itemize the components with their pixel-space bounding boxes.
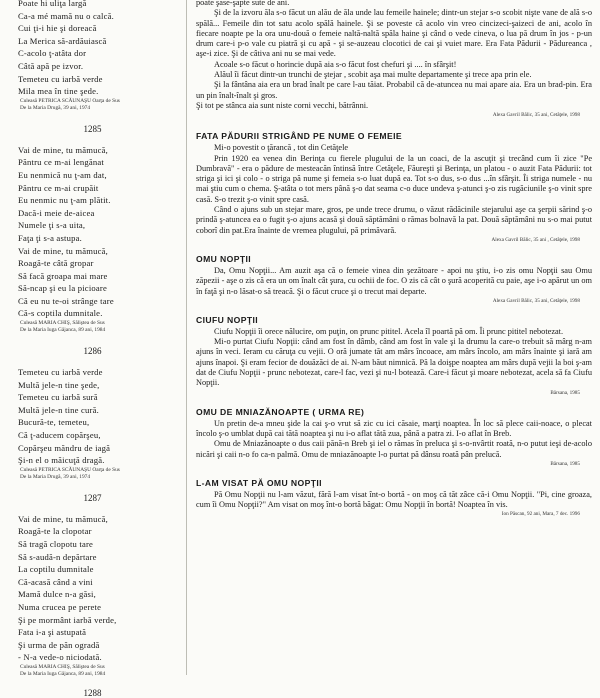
prose-paragraph: Alăul îi făcut dintr-un trunchi de ştejar , scobit aşa mai multe departamente şi trece apa prin ele. [214,70,532,80]
verse-line: Vai de mine, tu mămucă, [18,144,109,155]
verse-line: Temeteu cu iarbă verde [18,367,103,378]
prose-paragraph: Când o ajuns sub un stejar mare, gros, pe unde trece drumu, o văzut rădăcinile stejarului aşe ca şerpii sărind ş-o prindă ş-atuncea ea o fugit ş-o ajuns acasă şi două săptămâni o rămas bolnavă la pat. Două săptămâni nu s-o mai putut coborî din pat.Era înainte de vremea plugului, pă primăvară. [196,205,592,235]
verse-line: Că ţ-aducem copărşeu, [18,430,101,441]
verse-line: Câtă apă pe izvor. [18,60,84,71]
poem-credit: Culeasă PETRICA SCĂUNAŞU Oarţa de Sus [20,97,120,104]
verse-line: La Merica să-ardăuiască [18,35,107,46]
verse-line: Şi urma de păn ogradă [18,639,100,650]
verse-line: Temeteu cu iarbă verde [18,73,103,84]
poem-number: 1285 [83,123,102,134]
verse-line: Copărşeu măndru de iagă [18,442,111,453]
prose-paragraph: Omu de Mniazănoapte o dus caii pănă-n Breb şi iel o rămas în preluca şi s-o-nvârtit roată, n-o putut ieşi de-acolo nicări şi caii n-o fo ca-n palmă. Omu de mniazănoapte l-o purtat pă dânsu roată pân prelucă. [196,439,592,459]
verse-line: Că-acasă când a vini [18,576,93,587]
informant-signature: Alexa Gavril Bălic, 35 ani, Cetăţele, 1998 [492,112,580,119]
poem-number: 1288 [83,687,102,698]
verse-line: Să s-audă-n depărtare [18,551,97,562]
prose-paragraph: Mi-o purtat Ciufu Nopţii: când am fost în dâmb, când am fost în vale şi la drumu la care-o trebuit să mârg n-am ajuns în veci. Ieram cu căruţa cu vejii. O oră jumate tăt am mârs încoace, am mârs încolo, am mârs înainte şi iară am ajuns înapoi. Şi eram fecior de douăzăci de ai. N-am băut nimnică. Pă la doişpe noaptea am mârs după vejii la boi ş-am dat de Ciufu Nopţii - prunc nebotezat, care-l fac, vezi şi nu-l botează. Care-i făcut şi moare nebotezat, acela să fa Ciufu Nopţii. [196,337,592,388]
poem-1285 [0,144,185,334]
verse-line: Să-ncap şi eu la picioare [18,283,107,294]
verse-line: - N-a vede-o niciodată. [18,652,102,663]
verse-column [0,0,185,698]
verse-line: Şi pe mormânt iarbă verde, [18,614,117,625]
prose-paragraph: poate şase-şapte sute de ani. [196,0,290,7]
verse-line: Păntru ce m-ai crupăit [18,182,99,193]
section-title: OMU NOPŢII [196,253,252,264]
prose-paragraph: Mi-o povestit o ţărancă , tot din Cetăţele [214,143,349,153]
informant-signature: Bârsana, 1985 [550,460,580,467]
verse-line: Mamă dulce n-a găsi, [18,589,96,600]
poem-credit: De la Maria Drugă, 39 ani, 1974 [20,473,91,480]
verse-line: Numele ţi s-a uita, [18,220,86,231]
poem-number: 1287 [83,492,102,503]
verse-line: Multă jele-n tine şede, [18,379,100,390]
poem-1287 [0,513,185,678]
verse-line: C-acolo ţ-atâta dor [18,48,87,59]
verse-line: Eu nenmică nu ţ-am dat, [18,169,107,180]
poem-credit: Culeasă MARIA CHIŞ, Săliştea de Sus [20,320,105,327]
prose-paragraph: Şi la fântâna aia era un brad înalt pe care l-au tăiat. Probabil că de-atuncea nu mai apare aia. Era un brad-pin. Era un pin înalt-înalt şi gros. [196,80,592,100]
verse-line: Cui ţi-i hie şi doreacă [18,23,97,34]
verse-line: La coptilu dumnitale [18,564,94,575]
prose-paragraph: Da, Omu Nopţii... Am auzit aşa că o femeie vinea din şezătoare - apoi nu ştiu, i-o zis omu Nopţii sau Omu zăpezii - aşe o zis că era un om înalt cât şura, cu ochii de foc. O zis că cât o şură acoperită cu paie, aşe i-o apărut un om în faţă şi n-o lăsat-o să treacă. Şi o făcut cruce şi o trecut mai departe. [196,265,592,296]
poem-1286 [0,366,185,481]
verse-line: Să tragă clopotu tare [18,539,94,549]
informant-signature: Bârsana, 1985 [550,389,580,396]
informant-signature: Alexa Gavril Bălic, 35 ani , Cetăţele, 1998 [491,236,580,243]
verse-line: Să facă groapa mai mare [18,270,108,281]
section-title: FATA PĂDURII STRIGÂND PE NUME O FEMEIE [196,131,403,142]
prose-paragraph: Ciufu Nopţii îi orece nălucire, om puţin, on prunc pititel. Acela îl poartă pă om. Îi prunc pititel nebotezat. [214,326,564,336]
poem-credit: Culeasă PETRICA SCĂUNAŞU Oarţa de Sus [20,466,120,473]
prose-paragraph: Şi de la izvoru ăla s-o făcut un alău de ăla unde lau femeile hainele; dintr-un stejar s-o scobit nişte vane de ală s-o spălă... Femeile din tot satu acolo spălă hainele. Şi se poveste că acolo vin vreo cincizeci-şaizeci de ani, acolo în fiecare noapte pe la ora unu-două o femeie naltă-naltă spăla haine şi când o vede cineva, o lua pă drum în jos - p-un drum care-i p-o vale cu piatră şi cu apă - şi se-auzeau clocotici de cai şi vuiet mare. Era Fata Pădurii - Pădureanca , aşe-i zice. Şi de câtiva ani nu se mai vede. [196,8,592,59]
verse-line: Păntru ce m-ai lengănat [18,157,104,168]
verse-line: Fata i-a şi astupată [18,627,87,638]
verse-top [0,0,185,112]
verse-line: Mila mea în tine şede. [18,86,99,97]
verse-line: Faţa ţi s-a astupa. [18,232,82,243]
column-divider [186,0,187,675]
poem-credit: De la Maria Iuga Gâjanca, 89 ani, 1984 [20,670,106,677]
verse-line: Vai de mine, tu mămucă, [18,513,109,524]
verse-line: Că eu nu te-oi strânge tare [18,295,114,306]
poem-credit: De la Maria Iuga Gâjanca, 89 ani, 1984 [20,327,106,334]
verse-line: Bucură-te, temeteu, [18,417,90,428]
poem-number: 1286 [83,346,102,357]
prose-column [196,0,592,675]
verse-line: Temeteu cu iarbă sură [18,392,98,403]
section-title: OMU DE MNIAZĂNOAPTE ( URMA RE) [196,406,365,417]
prose-paragraph: Acoale s-o făcut o horincie după aia s-o făcut fost chefuri şi .... în sfârşit! [214,59,457,69]
poem-credit: Culeasă MARIA CHIŞ, Săliştea de Sus [20,663,105,670]
verse-line: Roagă-te la clopotar [18,526,92,537]
verse-line: Numa crucea pe perete [18,601,102,612]
verse-line: Roagă-te câtă gropar [18,258,94,269]
prose-paragraph: Şi tot pe stânca aia sunt niste corni vecchi, bătrânni. [196,100,369,110]
section-title: L-AM VISAT PĂ OMU NOPŢII [196,477,322,488]
section-title: CIUFU NOPŢII [196,314,259,325]
prose-paragraph: Prin 1920 ea venea din Berinţa cu fierele plugului de la un coaci, de la ascuţit şi trecând cum îi zice "Pe Dumbravă" - era o pădure de mesteacăn întinsă între Cetăţele, Făureşti şi Berinţa, un platou - o auzit Fata Pădurii: tot striga şi ici şi colo - o striga pă nume şi femeia s-o luat după ea. Tot s-o dus, s-o dus ...în sfârşit. Îi striga numele - nu mai ştiu cum o chema. Ş-atâta o tot mers până ş-o dat seama c-o duce undeva ş-atunci ş-o zis rugăciunile ş-o vinit spre casă. S-o trezit ş-o vinit spre casă. [196,153,592,204]
verse-line: Că-s coptila dumnitale. [18,308,103,319]
verse-line: Vai de mine, tu mămucă, [18,245,109,256]
prose-paragraph: Pă Omu Nopţii nu l-am văzut, fără l-am visat înt-o bortă - on moş că tăt zâce că-i Omu Nopţii. "Pi, cine groaza, cum îi Omu Nopţii?" Am visat on moş înt-o bortă băgat: Omu Nopţii în bortă! Noaptea în vis. [196,489,592,510]
informant-signature: Ion Păscan, 92 ani, Mara, 7 dec. 1996 [501,511,580,518]
verse-line: Multă jele-n tine cură. [18,404,99,415]
verse-line: Ca-a mé mamă nu o calcă. [18,10,114,21]
verse-line: Şi-n el o măicuţă dragă. [18,455,105,466]
verse-line: Eu nenmic nu ţ-am plătit. [18,195,111,206]
verse-line: Dacă-i meie de-aicea [18,207,95,218]
prose-paragraph: Un pretin de-a mneu şide la cai ş-o vrut să zic cu ici căsaie, marţi noaptea. În loc să plece caii-noace, o plecat încolo ş-o umblat după cai tătă noaptea şi nu i-o aflat tătă zua, până a patra zi. I-o aflat în Breb. [196,418,592,438]
poem-credit: De la Maria Drugă, 39 ani, 1974 [20,104,91,111]
informant-signature: Alexa Gavril Bălic, 35 ani, Cetăţele, 1998 [492,297,580,304]
verse-line: Poate hi uliţa largă [18,0,87,8]
